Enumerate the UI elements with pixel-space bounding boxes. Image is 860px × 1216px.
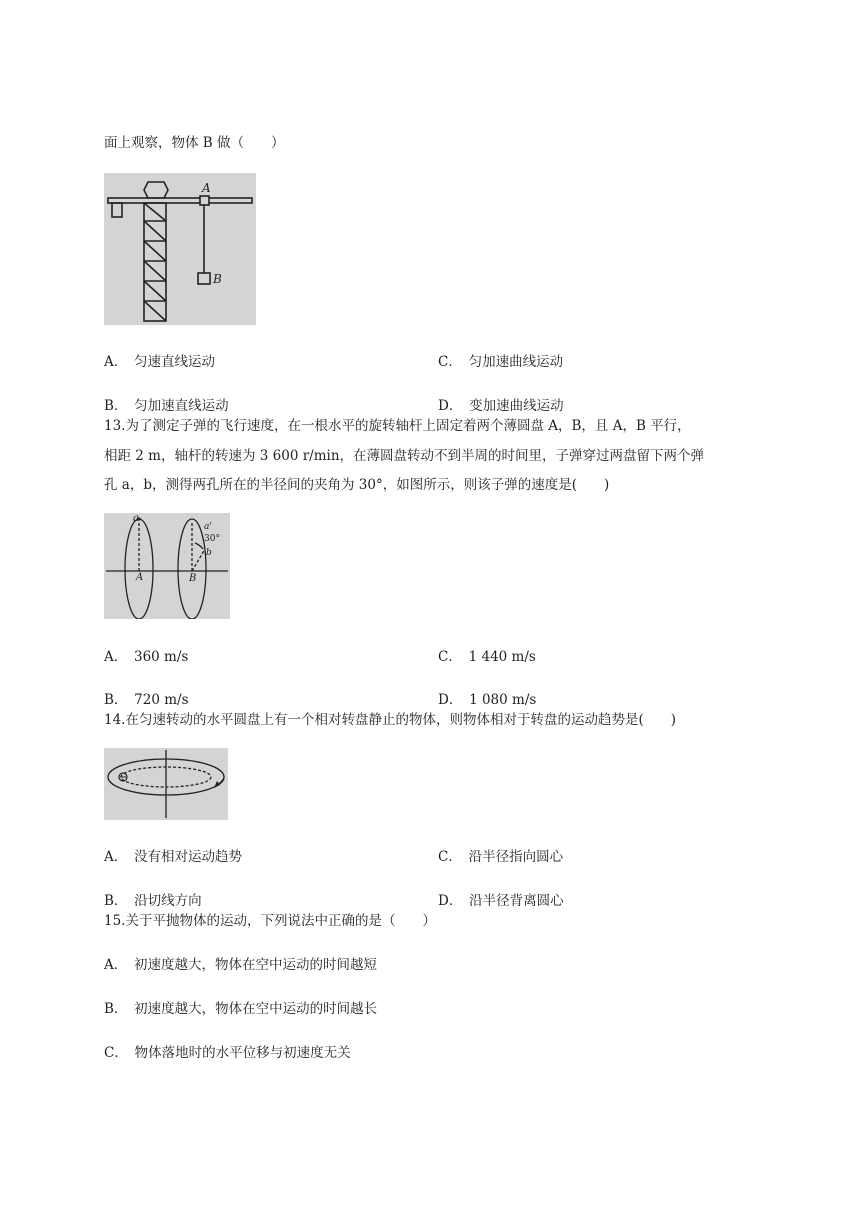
label-disc-A: A (136, 572, 144, 583)
label-A: A (202, 181, 211, 195)
q14-option-a[interactable]: A． 没有相对运动趋势 (104, 849, 242, 865)
label-b: b (206, 548, 212, 558)
label-a-prime: a' (204, 522, 212, 532)
q14-option-d[interactable]: D． 沿半径背离圆心 (438, 893, 564, 909)
q13-option-a[interactable]: A． 360 m/s (104, 649, 189, 665)
q12-option-a[interactable]: A． 匀速直线运动 (104, 354, 215, 370)
q12-option-d[interactable]: D． 变加速曲线运动 (438, 398, 564, 414)
q13-option-c[interactable]: C． 1 440 m/s (438, 649, 536, 665)
label-disc-B: B (189, 573, 197, 584)
q12-crane-figure (104, 173, 256, 325)
q15-option-c[interactable]: C． 物体落地时的水平位移与初速度无关 (104, 1045, 351, 1061)
q15-option-a[interactable]: A． 初速度越大，物体在空中运动的时间越短 (104, 957, 377, 973)
q14-stem-line1: 14.在匀速转动的水平圆盘上有一个相对转盘静止的物体，则物体相对于转盘的运动趋势是( ) (104, 712, 677, 728)
label-angle: 30° (204, 534, 220, 544)
q13-option-d[interactable]: D． 1 080 m/s (438, 692, 537, 708)
q14-turntable-figure (104, 748, 228, 820)
label-B: B (213, 272, 222, 286)
q13-stem-line2: 相距 2 m，轴杆的转速为 3 600 r/min，在薄圆盘转动不到半周的时间里，子弹穿过两盘留下两个弹 (104, 448, 705, 464)
q15-option-b[interactable]: B． 初速度越大，物体在空中运动的时间越长 (104, 1001, 378, 1017)
q13-stem-line1: 13.为了测定子弹的飞行速度，在一根水平的旋转轴杆上固定着两个薄圆盘 A，B，且 A，B 平行， (104, 418, 691, 434)
label-a: a (133, 513, 139, 524)
q12-stem-tail: 面上观察，物体 B 做（ ） (104, 135, 285, 151)
q13-option-b[interactable]: B． 720 m/s (104, 692, 189, 708)
q12-option-c[interactable]: C． 匀加速曲线运动 (438, 354, 564, 370)
q14-option-c[interactable]: C． 沿半径指向圆心 (438, 849, 564, 865)
q13-discs-figure (104, 513, 230, 619)
q12-option-b[interactable]: B． 匀加速直线运动 (104, 398, 229, 414)
q15-stem-line1: 15.关于平抛物体的运动，下列说法中正确的是（ ） (104, 913, 436, 929)
q13-stem-line3: 孔 a，b，测得两孔所在的半径间的夹角为 30°，如图所示，则该子弹的速度是( ) (104, 477, 610, 493)
q14-option-b[interactable]: B． 沿切线方向 (104, 893, 202, 909)
